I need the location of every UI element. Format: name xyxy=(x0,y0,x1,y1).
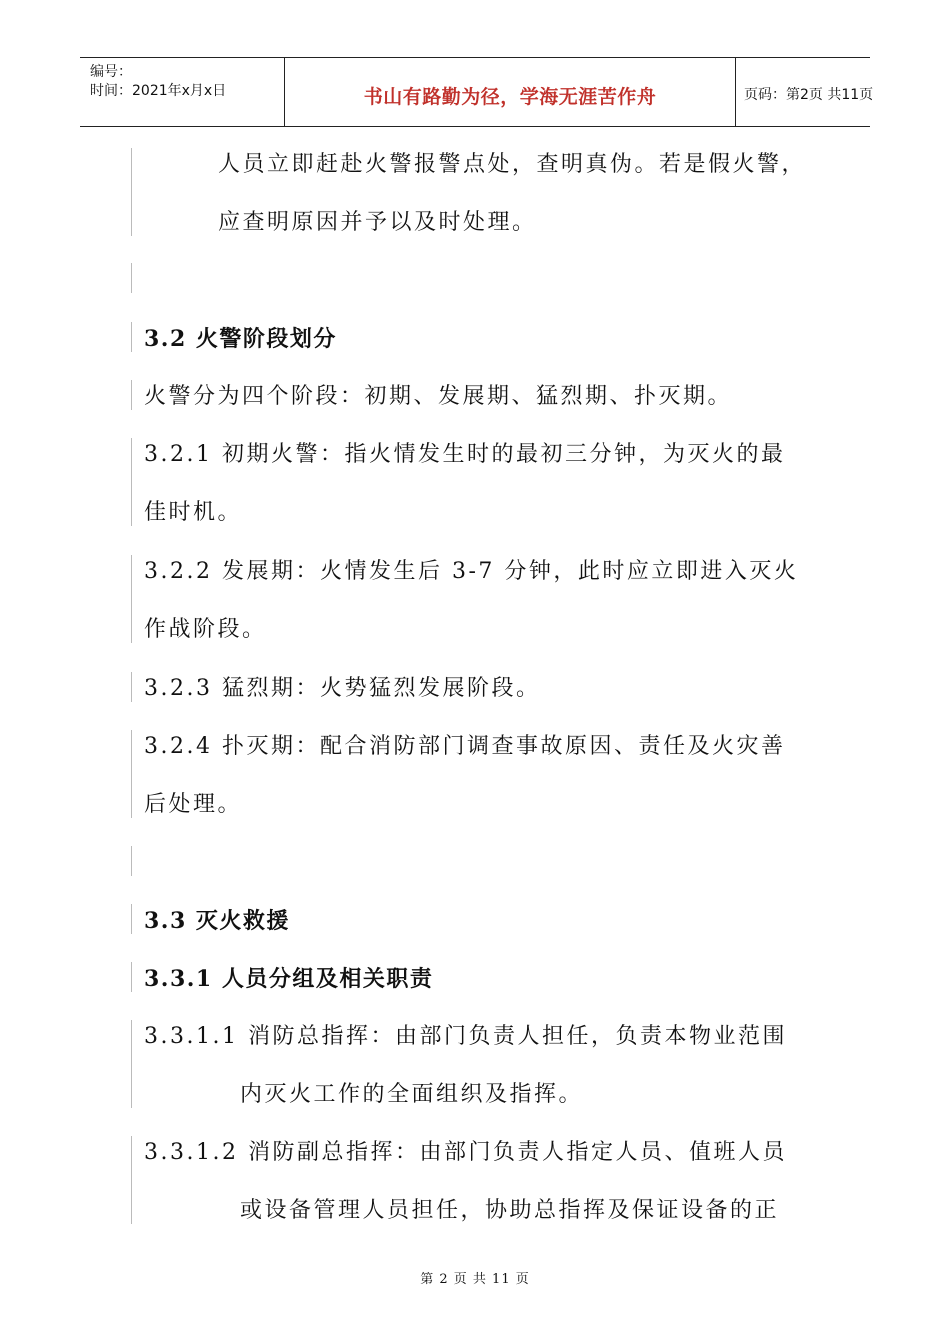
body-line: 3.3.1.1 消防总指挥：由部门负责人担任，负责本物业范围 xyxy=(144,1024,787,1049)
body-line: 或设备管理人员担任，协助总指挥及保证设备的正 xyxy=(240,1198,780,1223)
margin-bar xyxy=(131,730,132,818)
margin-bar xyxy=(131,1136,132,1224)
body-line: 应查明原因并予以及时处理。 xyxy=(218,210,537,235)
header-page-number: 页码：第2页 共11页 xyxy=(744,87,874,103)
document-number-label: 编号： xyxy=(90,64,132,80)
body-line: 3.2.1 初期火警：指火情发生时的最初三分钟，为灭火的最 xyxy=(144,442,786,467)
margin-bar xyxy=(131,846,132,876)
page-footer: 第 2 页 共 11 页 xyxy=(420,1272,530,1287)
header-motto-cell xyxy=(284,58,736,126)
margin-bar xyxy=(131,380,132,410)
body-line: 3.2.3 猛烈期：火势猛烈发展阶段。 xyxy=(144,676,541,701)
document-time-label: 时间：2021年x月x日 xyxy=(90,83,227,99)
margin-bar xyxy=(131,322,132,352)
margin-bar xyxy=(131,438,132,526)
body-line: 3.2.2 发展期：火情发生后 3-7 分钟，此时应立即进入灭火 xyxy=(144,559,799,584)
header-page-cell xyxy=(736,58,874,126)
margin-bar xyxy=(131,962,132,992)
page-header xyxy=(80,57,874,127)
header-meta-cell xyxy=(80,58,284,126)
body-line: 人员立即赶赴火警报警点处，查明真伪。若是假火警， xyxy=(218,152,807,177)
body-line: 佳时机。 xyxy=(144,500,243,525)
section-heading: 3.3 灭火救援 xyxy=(144,908,290,934)
margin-bar xyxy=(131,263,132,293)
body-line: 作战阶段。 xyxy=(144,617,267,642)
body-line: 内灭火工作的全面组织及指挥。 xyxy=(240,1082,584,1107)
section-heading: 3.2 火警阶段划分 xyxy=(144,326,337,352)
margin-bar xyxy=(131,148,132,236)
margin-bar xyxy=(131,1020,132,1108)
subsection-heading: 3.3.1 人员分组及相关职责 xyxy=(144,966,434,992)
header-motto: 书山有路勤为径，学海无涯苦作舟 xyxy=(363,86,657,108)
body-line: 3.3.1.2 消防副总指挥：由部门负责人指定人员、值班人员 xyxy=(144,1140,787,1165)
body-line: 后处理。 xyxy=(144,792,243,817)
body-line: 3.2.4 扑灭期：配合消防部门调查事故原因、责任及火灾善 xyxy=(144,734,786,759)
margin-bar xyxy=(131,555,132,643)
body-line: 火警分为四个阶段：初期、发展期、猛烈期、扑灭期。 xyxy=(144,384,733,409)
margin-bar xyxy=(131,904,132,934)
margin-bar xyxy=(131,672,132,702)
